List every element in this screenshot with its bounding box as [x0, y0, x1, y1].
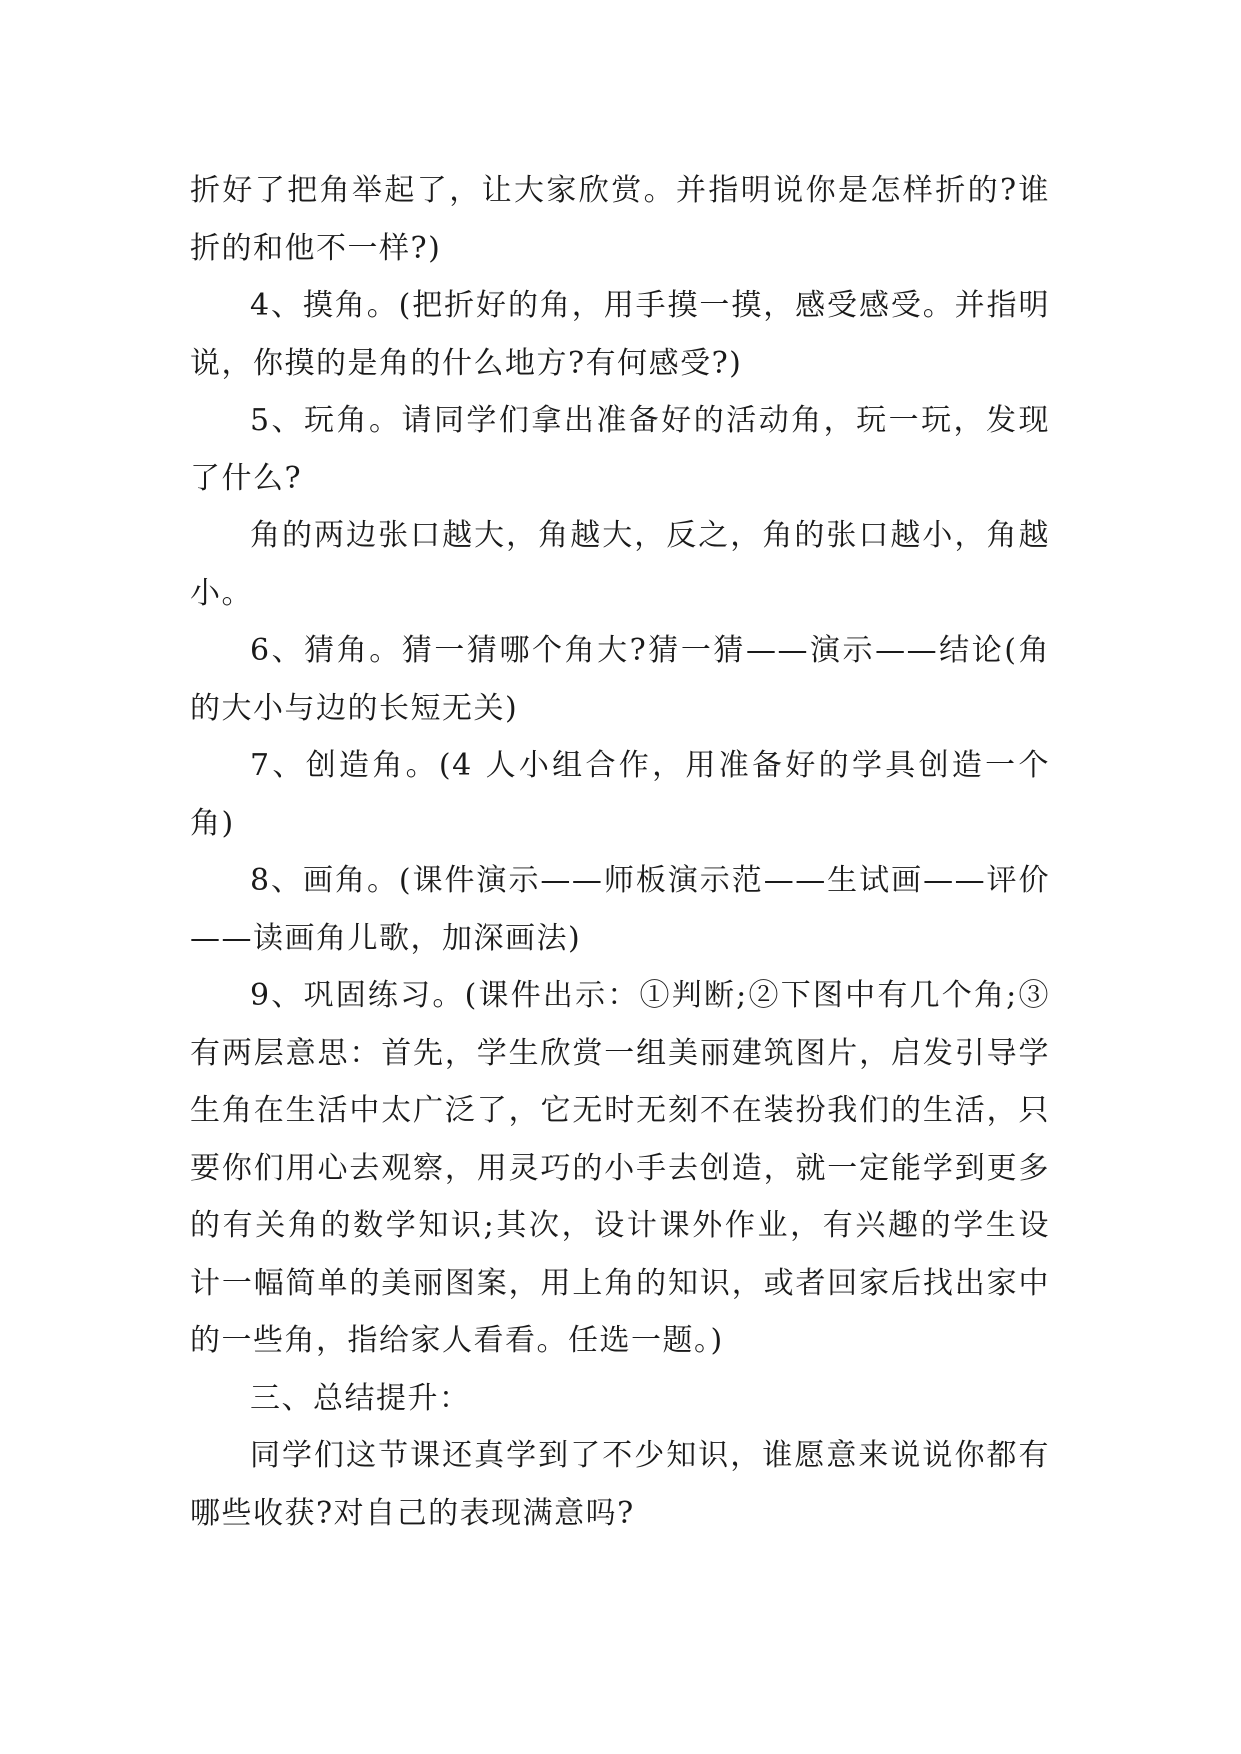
paragraph-step-7-create-angle: 7、创造角。(4 人小组合作，用准备好的学具创造一个角): [190, 748, 1050, 841]
paragraph-step-8-draw-angle: 8、画角。(课件演示——师板演示范——生试画——评价——读画角儿歌，加深画法): [190, 863, 1050, 956]
paragraph-step-9-practice: 9、巩固练习。(课件出示：①判断;②下图中有几个角;③有两层意思：首先，学生欣赏一组美丽建筑图片，启发引导学生角在生活中太广泛了，它无时无刻不在装扮我们的生活，只要你们用心去观察，用灵巧的小手去创造，就一定能学到更多的有关角的数学知识;其次，设计课外作业，有兴趣的学生设计一幅简单的美丽图案，用上角的知识，或者回家后找出家中的一些角，指给家人看看。任选一题。): [190, 978, 1050, 1358]
section-heading-summary: 三、总结提升：: [250, 1380, 471, 1416]
paragraph-step-4-touch-angle: 4、摸角。(把折好的角，用手摸一摸，感受感受。并指明说，你摸的是角的什么地方?有何感受?): [190, 288, 1050, 381]
paragraph-step-6-guess-angle: 6、猜角。猜一猜哪个角大?猜一猜——演示——结论(角的大小与边的长短无关): [190, 633, 1050, 726]
paragraph-step-5-play-angle: 5、玩角。请同学们拿出准备好的活动角，玩一玩，发现了什么?: [190, 403, 1050, 496]
paragraph-angle-size-conclusion: 角的两边张口越大，角越大，反之，角的张口越小，角越小。: [190, 518, 1050, 611]
paragraph-summary-question: 同学们这节课还真学到了不少知识，谁愿意来说说你都有哪些收获?对自己的表现满意吗?: [190, 1438, 1050, 1531]
paragraph-continuation: 折好了把角举起了，让大家欣赏。并指明说你是怎样折的?谁折的和他不一样?): [190, 173, 1050, 266]
document-body: [190, 162, 1050, 1542]
